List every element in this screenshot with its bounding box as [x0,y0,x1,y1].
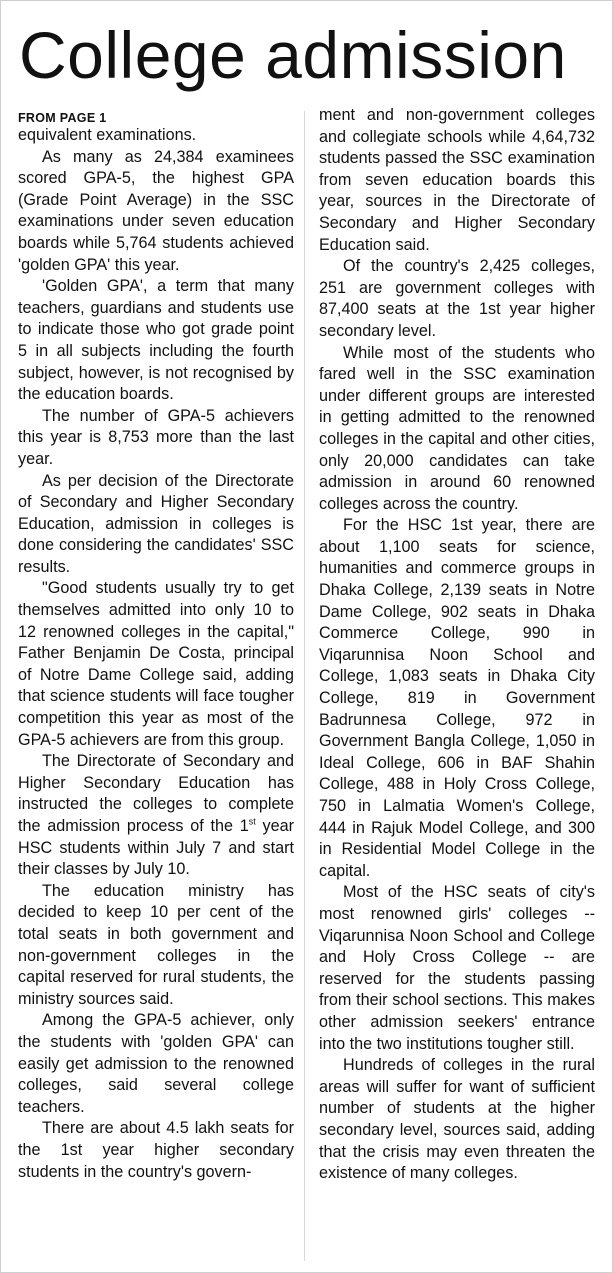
paragraph-text: The Directorate of Secondary and Higher Secondary Education has instructed the colleges to complete the admission process of the 1 [18,752,294,835]
continued-from-label: FROM PAGE 1 [18,111,107,125]
paragraph: 'Golden GPA', a term that many teachers, guardians and students use to indicate those who got grade point 5 in all subjects including the fourth subject, however, is not recognised by the education boards. [18,277,294,404]
article-column-right [319,105,595,1185]
paragraph: Hundreds of colleges in the rural areas will suffer for want of sufficient number of students at the higher secondary level, sources said, adding that the crisis may even threaten the existence of many colleges. [319,1056,595,1183]
paragraph: "Good students usually try to get themselves admitted into only 10 to 12 renowned colleges in the capital," Father Benjamin De Costa, principal of Notre Dame College said, adding that science students will face tougher competition this year as most of the GPA-5 achievers are from this group. [18,579,294,749]
paragraph: For the HSC 1st year, there are about 1,100 seats for science, humanities and commerce groups in Dhaka College, 2,139 seats in Notre Dame College, 902 seats in Dhaka Commerce College, 990 in Viqarunnisa Noon School and College, 1,083 seats in Dhaka City College, 819 in Government Badrunnesa College, 972 in Government Bangla College, 1,050 in Ideal College, 606 in BAF Shahin College, 488 in Holy Cross College, 750 in Lalmatia Women's College, 444 in Rajuk Model College, and 300 in Residential Model College in the capital. [319,516,595,880]
paragraph: As per decision of the Directorate of Secondary and Higher Secondary Education, admission in colleges is done considering the candidates' SSC results. [18,471,294,576]
paragraph: Most of the HSC seats of city's most renowned girls' colleges -- Viqarunnisa Noon School and College and Holy Cross College -- are reserved for the students passing from their school sections. This makes other admission seekers' entrance into the two institutions tougher still. [319,883,595,1053]
paragraph: As many as 24,384 examinees scored GPA-5, the highest GPA (Grade Point Average) in the SSC examinations under seven education boards while 5,764 students achieved 'golden GPA' this year. [18,147,294,274]
paragraph-text: year HSC students within July 7 and start their classes by July 10. [18,817,294,879]
paragraph: While most of the students who fared well in the SSC examination under different groups are interested in getting admitted to the renowned colleges in the capital and other cities, only 20,000 candidates can take admission in around 60 renowned colleges across the country. [319,343,595,513]
paragraph: equivalent examinations. [18,126,197,144]
paragraph: The number of GPA-5 achievers this year is 8,753 more than the last year. [18,406,294,468]
headline: College admission [19,18,567,92]
paragraph: Of the country's 2,425 colleges, 251 are government colleges with 87,400 seats at the 1st year higher secondary level. [319,257,595,340]
article-column-left [18,111,294,1183]
ordinal-suffix: st [248,816,256,827]
paragraph: ment and non-government colleges and collegiate schools while 4,64,732 students passed the SSC examination from seven education boards this year, sources in the Directorate of Secondary and Higher Secondary Education said. [319,106,595,254]
paragraph: The education ministry has decided to keep 10 per cent of the total seats in both government and non-government colleges in the capital reserved for rural students, the ministry sources said. [18,881,294,1008]
column-divider [304,111,305,1261]
paragraph: There are about 4.5 lakh seats for the 1st year higher secondary students in the country's govern- [18,1119,294,1181]
paragraph [18,751,294,881]
paragraph: Among the GPA-5 achiever, only the students with 'golden GPA' can easily get admission to the renowned colleges, said several college teachers. [18,1011,294,1116]
